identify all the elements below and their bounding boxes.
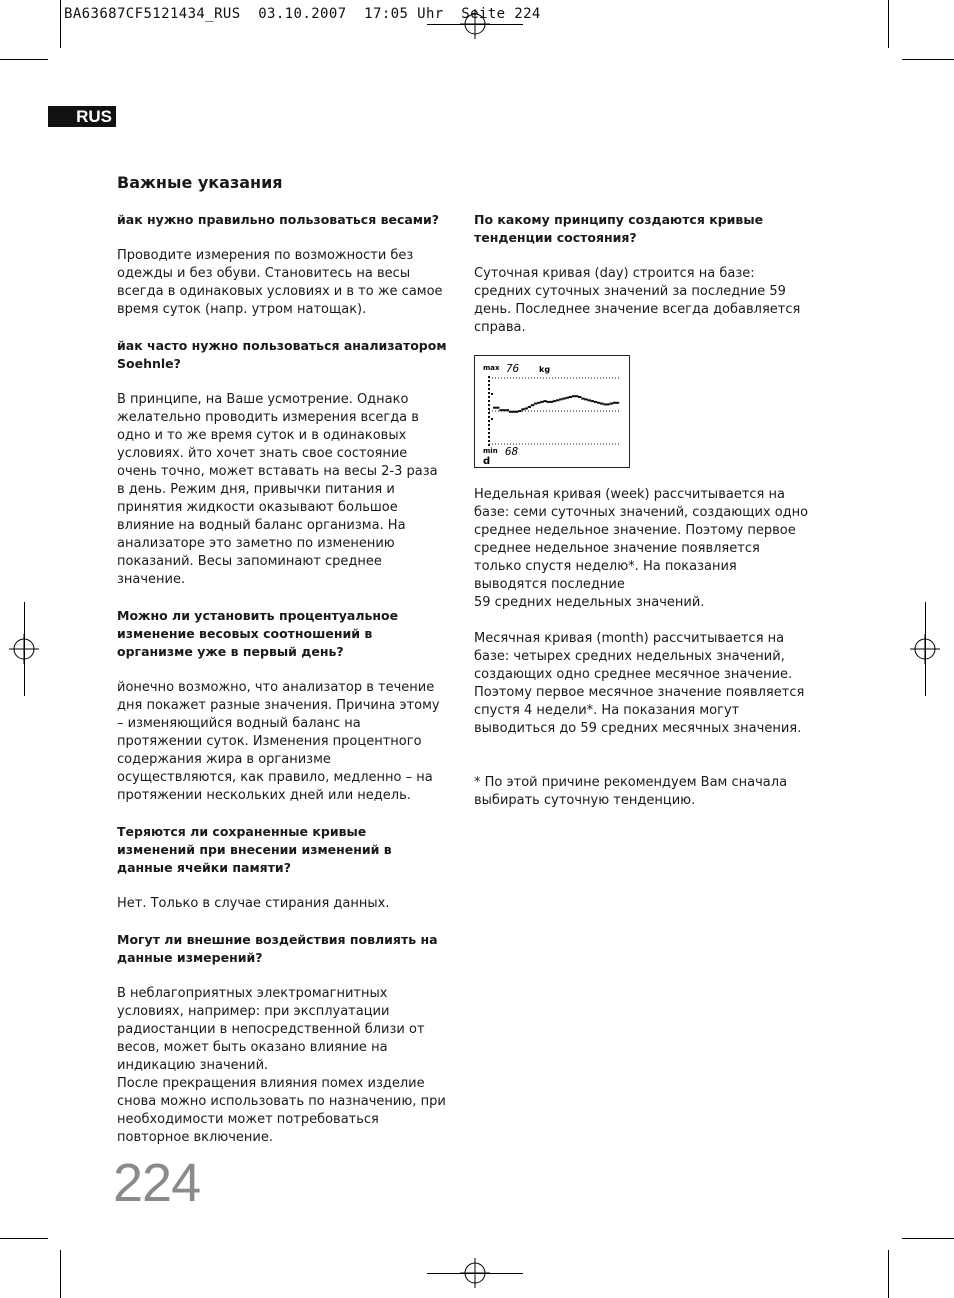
chart-point — [597, 402, 600, 404]
chart-point — [550, 401, 553, 403]
chart-axis-dot — [491, 393, 493, 395]
faq-question: Можно ли установить процентуальное изменение весовых соотношений в организме уже в первый день? — [117, 608, 399, 659]
language-badge: RUS — [48, 106, 116, 127]
chart-point — [496, 407, 499, 409]
crop-mark — [427, 1273, 523, 1274]
chart-point — [553, 400, 556, 402]
crop-mark — [427, 24, 523, 25]
chart-point — [506, 409, 509, 411]
chart-point — [594, 401, 597, 403]
faq-question: По какому принципу создаются кривые тенденции состояния? — [474, 212, 764, 245]
footnote: * По этой причине рекомендуем Вам сначала выбирать суточную тенденцию. — [474, 775, 788, 808]
chart-point — [610, 403, 613, 405]
faq-question: Теряются ли сохраненные кривые изменений при внесении изменений в данные ячейки памяти? — [117, 824, 392, 875]
left-column — [117, 211, 447, 1165]
chart-point — [603, 403, 606, 405]
print-header: BA63687CF5121434_RUS 03.10.2007 17:05 Uhr Seite 224 — [64, 6, 541, 22]
crop-mark — [0, 59, 48, 60]
chart-point — [584, 398, 587, 400]
chart-max-value: 76 — [506, 362, 520, 375]
day-curve-text: Суточная кривая (day) строится на базе: средних суточных значений за последние 59 день. Последнее значение всегда добавляется справа. — [474, 266, 801, 335]
chart-point — [600, 403, 603, 405]
crop-mark — [60, 1250, 61, 1298]
week-curve-text: Недельная кривая (week) рассчитывается на базе: семи суточных значений, создающих одно среднее недельное значение. Поэтому первое среднее недельное значение появляется только спустя неделю*. На показания выводятся последние 59 средних недельных значений. — [474, 487, 809, 610]
trend-chart-svg — [475, 356, 631, 469]
right-column — [474, 211, 809, 828]
chart-point — [512, 411, 515, 413]
chart-min-value: 68 — [505, 445, 519, 458]
faq-question: йак часто нужно пользоваться анализатором Soehnle? — [117, 338, 447, 371]
crop-mark — [888, 1250, 889, 1298]
chart-point — [493, 407, 496, 409]
chart-point — [528, 406, 531, 408]
crop-mark — [925, 602, 926, 696]
faq-answer: Проводите измерения по возможности без одежды и без обуви. Становитесь на весы всегда в одинаковых условиях и в то же самое время суток (напр. утром натощак). — [117, 248, 443, 317]
chart-point — [525, 408, 528, 410]
chart-point — [588, 399, 591, 401]
chart-point — [509, 411, 512, 413]
chart-point — [556, 399, 559, 401]
chart-point — [534, 403, 537, 405]
chart-axis-dot — [491, 418, 493, 420]
chart-point — [521, 408, 524, 410]
chart-max-label: max — [483, 364, 500, 372]
faq-answer: В неблагоприятных электромагнитных условиях, например: при эксплуатации радиостанции в непосредственной близи от весов, может быть оказано влияние на индикацию значений. После прекращения влияния помех изделие снова можно использовать по назначению, при необходимости может потребоваться повторное включение. — [117, 986, 446, 1145]
month-curve-text: Месячная кривая (month) рассчитывается на базе: четырех средних недельных значений, создающих одно среднее месячное значение. Поэтому первое месячное значение появляется спустя 4 недели*. На показания могут выводиться до 59 средних месячных значения. — [474, 631, 805, 736]
faq-question: Могут ли внешние воздействия повлиять на данные измерений? — [117, 932, 438, 965]
chart-series — [493, 395, 619, 413]
crop-mark — [902, 59, 954, 60]
chart-point — [566, 397, 569, 399]
chart-point — [572, 395, 575, 397]
chart-point — [540, 401, 543, 403]
chart-point — [559, 398, 562, 400]
chart-point — [575, 395, 578, 397]
crop-mark — [888, 0, 889, 48]
chart-point — [581, 398, 584, 400]
chart-point — [578, 396, 581, 398]
chart-point — [613, 402, 616, 404]
faq-answer: В принципе, на Ваше усмотрение. Однако желательно проводить измерения всегда в одно и то же время суток и в одинаковых условиях. йто хочет знать свое состояние очень точно, может вставать на весы 2-3 раза в день. Режим дня, привычки питания и принятия жидкости оказывают большое влияние на водный баланс организма. На анализаторе это заметно по изменению показаний. Весы запоминают среднее значение. — [117, 392, 438, 587]
chart-point — [591, 400, 594, 402]
chart-point — [499, 409, 502, 411]
chart-point — [616, 402, 619, 404]
chart-point — [569, 396, 572, 398]
chart-point — [518, 410, 521, 412]
chart-point — [562, 398, 565, 400]
page-number: 224 — [113, 1153, 201, 1213]
chart-period-label: d — [483, 456, 491, 467]
faq-answer: Нет. Только в случае стирания данных. — [117, 896, 390, 911]
chart-unit: kg — [539, 365, 551, 374]
trend-display-chart — [474, 355, 630, 468]
chart-point — [606, 403, 609, 405]
crop-mark — [902, 1238, 954, 1239]
chart-point — [531, 404, 534, 406]
chart-point — [543, 400, 546, 402]
chart-point — [515, 411, 518, 413]
chart-point — [537, 402, 540, 404]
chart-min-label: min — [483, 447, 498, 455]
chart-point — [502, 409, 505, 411]
faq-question: йак нужно правильно пользоваться весами? — [117, 212, 440, 227]
crop-mark — [24, 602, 25, 696]
chart-point — [547, 401, 550, 403]
crop-mark — [60, 0, 61, 48]
faq-answer: йонечно возможно, что анализатор в течение дня покажет разные значения. Причина этому – изменяющийся водный баланс на протяжении суток. Изменения процентного содержания жира в организме осуществляются, как правило, медленно – на протяжении нескольких дней или недель. — [117, 680, 440, 803]
crop-mark — [0, 1238, 48, 1239]
page-title: Важные указания — [117, 173, 283, 192]
